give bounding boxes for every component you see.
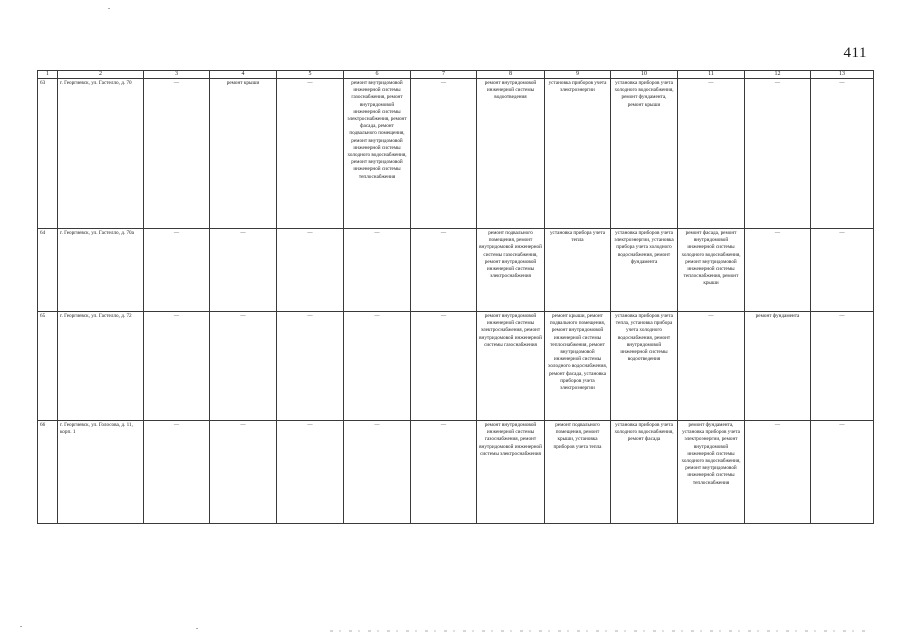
work-cell: — — [210, 229, 277, 312]
address-cell: г. Георгиевск, ул. Гастелло, д. 70 — [58, 79, 144, 229]
page-number: 411 — [843, 45, 867, 61]
work-cell: — — [411, 79, 477, 229]
work-cell: — — [344, 312, 411, 421]
work-cell: — — [144, 79, 210, 229]
work-cell: установка приборов учета электроэнергии — [545, 79, 611, 229]
column-number-row — [38, 71, 874, 79]
work-cell: ремонт внутридомовой инженерной системы газоснабжения, ремонт внутридомовой инженерной системы электроснабжения — [477, 421, 545, 524]
work-cell: — — [277, 79, 344, 229]
work-cell: ремонт внутридомовой инженерной системы водоотведения — [477, 79, 545, 229]
work-cell: установка приборов учета холодного водоснабжения, ремонт фундамента, ремонт крыши — [611, 79, 678, 229]
work-cell: — — [811, 421, 874, 524]
work-cell: — — [745, 229, 811, 312]
work-cell: ремонт фундамента — [745, 312, 811, 421]
row-number: 65 — [38, 312, 58, 421]
scan-noise-strip — [330, 630, 870, 632]
column-header: 2 — [58, 71, 144, 79]
column-header: 10 — [611, 71, 678, 79]
work-cell: — — [144, 312, 210, 421]
table-row — [38, 421, 874, 524]
work-cell: — — [277, 312, 344, 421]
work-cell: установка приборов учета холодного водоснабжения, ремонт фасада — [611, 421, 678, 524]
work-cell: — — [144, 229, 210, 312]
scan-speck — [20, 626, 22, 627]
row-number: 63 — [38, 79, 58, 229]
work-cell: — — [344, 229, 411, 312]
work-cell: — — [811, 312, 874, 421]
address-cell: г. Георгиевск, ул. Гастелло, д. 72 — [58, 312, 144, 421]
work-cell: — — [344, 421, 411, 524]
work-cell: — — [811, 79, 874, 229]
work-cell: ремонт внутридомовой инженерной системы газоснабжения, ремонт внутридомовой инженерной системы электроснабжения, ремонт фасада, ремонт подвального помещения, ремонт внутридомовой инженерной системы холодного водоснабжения, ремонт внутридомовой инженерной системы теплоснабжения — [344, 79, 411, 229]
address-cell: г. Георгиевск, ул. Гастелло, д. 70а — [58, 229, 144, 312]
column-header: 4 — [210, 71, 277, 79]
work-cell: ремонт фундамента, установка приборов учета электроэнергии, ремонт внутридомовой инженерной системы холодного водоснабжения, ремонт внутридомовой инженерной системы теплоснабжения — [678, 421, 745, 524]
work-cell: — — [411, 312, 477, 421]
work-cell: — — [277, 421, 344, 524]
column-header: 5 — [277, 71, 344, 79]
work-cell: — — [745, 421, 811, 524]
work-cell: установка приборов учета тепла, установка прибора учета холодного водоснабжения, ремонт внутридомовой инженерной системы водоотведения — [611, 312, 678, 421]
row-number: 64 — [38, 229, 58, 312]
column-header: 7 — [411, 71, 477, 79]
scan-speck — [108, 8, 110, 9]
work-cell: — — [411, 229, 477, 312]
work-cell: — — [411, 421, 477, 524]
work-cell: ремонт фасада, ремонт внутридомовой инженерной системы холодного водоснабжения, ремонт внутридомовой инженерной системы теплоснабжения, ремонт крыши — [678, 229, 745, 312]
work-cell: ремонт крыши, ремонт подвального помещения, ремонт внутридомовой инженерной системы теплоснабжения, ремонт внутридомовой инженерной системы холодного водоснабжения, ремонт фасада, установка приборов учета электроэнергии — [545, 312, 611, 421]
work-cell: — — [210, 421, 277, 524]
column-header: 13 — [811, 71, 874, 79]
work-cell: ремонт подвального помещения, ремонт крыши, установка приборов учета тепла — [545, 421, 611, 524]
work-cell: — — [144, 421, 210, 524]
work-cell: — — [745, 79, 811, 229]
work-cell: — — [210, 312, 277, 421]
address-cell: г. Георгиевск, ул. Голосова, д. 11, корп. 1 — [58, 421, 144, 524]
work-cell: — — [678, 79, 745, 229]
column-header: 6 — [344, 71, 411, 79]
work-cell: — — [811, 229, 874, 312]
work-cell: — — [277, 229, 344, 312]
table-row — [38, 229, 874, 312]
column-header: 8 — [477, 71, 545, 79]
work-cell: ремонт внутридомовой инженерной системы электроснабжения, ремонт внутридомовой инженерной системы газоснабжения — [477, 312, 545, 421]
scan-speck — [196, 628, 198, 629]
column-header: 11 — [678, 71, 745, 79]
work-cell: ремонт подвального помещения, ремонт внутридомовой инженерной системы газоснабжения, ремонт внутридомовой инженерной системы электроснабжения — [477, 229, 545, 312]
work-cell: — — [678, 312, 745, 421]
column-header: 12 — [745, 71, 811, 79]
row-number: 66 — [38, 421, 58, 524]
work-cell: ремонт крыши — [210, 79, 277, 229]
column-header: 9 — [545, 71, 611, 79]
work-cell: установка приборов учета электроэнергии, установка прибора учета холодного водоснабжения, ремонт фундамента — [611, 229, 678, 312]
work-cell: установка прибора учета тепла — [545, 229, 611, 312]
table-row — [38, 312, 874, 421]
works-register-table — [37, 70, 874, 524]
table-row — [38, 79, 874, 229]
column-header: 1 — [38, 71, 58, 79]
column-header: 3 — [144, 71, 210, 79]
